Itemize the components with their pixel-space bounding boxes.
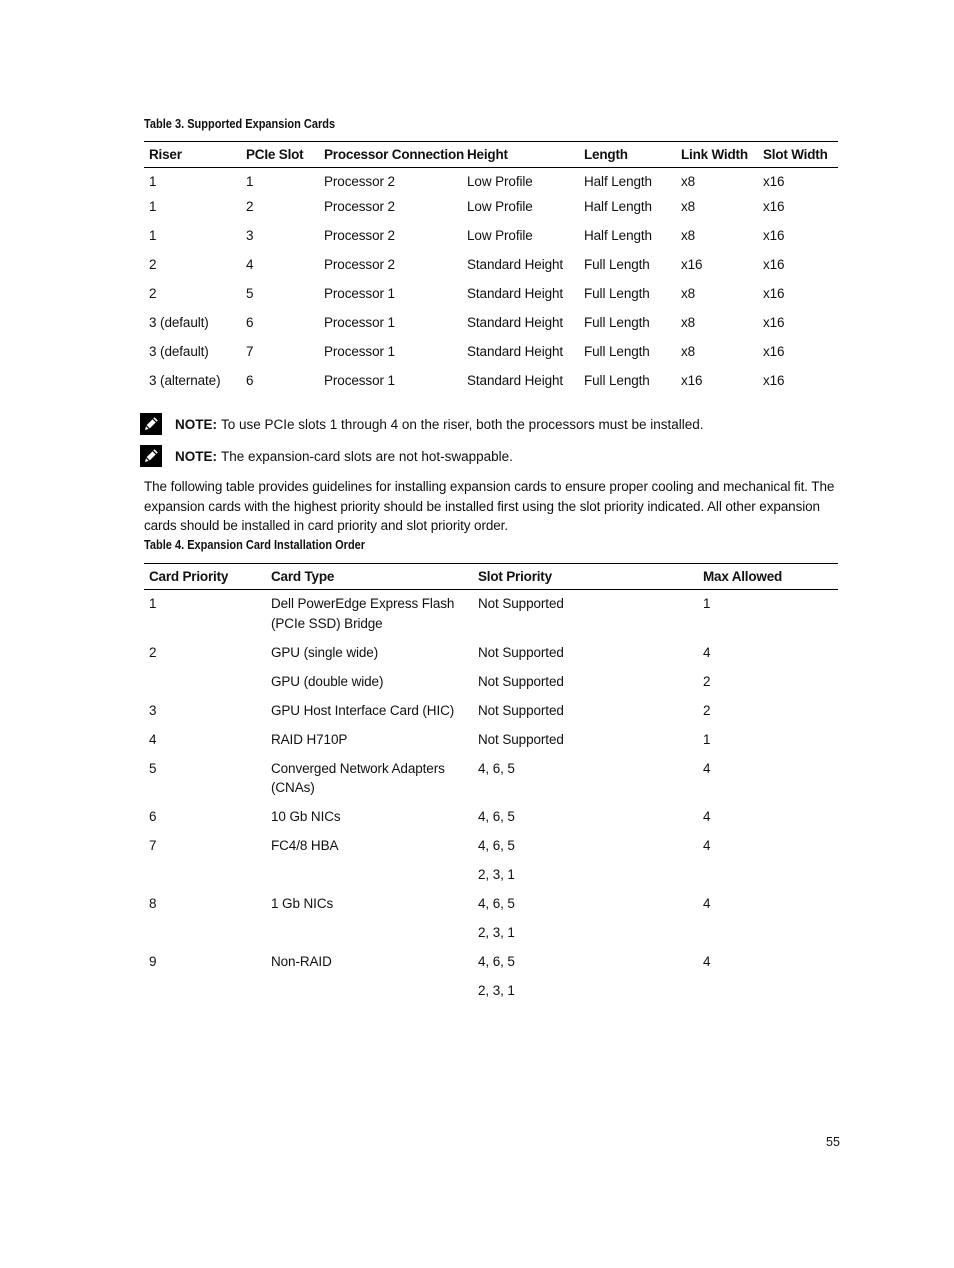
table-cell: Processor 2: [324, 257, 395, 272]
table-cell: 2, 3, 1: [478, 925, 515, 940]
table-cell: x8: [681, 228, 696, 243]
column-header: Length: [579, 142, 676, 168]
column-header: Slot Priority: [473, 564, 698, 590]
table-row: [144, 672, 838, 701]
page-number: 55: [826, 1135, 840, 1149]
table-cell: 4: [703, 838, 711, 853]
table-row: [144, 894, 838, 923]
table-cell: 4, 6, 5: [478, 954, 515, 969]
table-cell: 4: [703, 896, 711, 911]
table-cell: 4, 6, 5: [478, 896, 515, 911]
table-cell: Standard Height: [467, 315, 564, 330]
table-row: [144, 284, 838, 313]
table-cell: 4: [149, 731, 157, 747]
table-cell: 1 Gb NICs: [271, 896, 334, 911]
table-cell: Processor 1: [324, 344, 395, 359]
expansion-card-installation-order-table: [144, 563, 838, 1010]
table-cell: Processor 1: [324, 373, 395, 388]
table-cell: Not Supported: [478, 702, 564, 718]
installation-guidelines-paragraph: The following table provides guidelines for installing expansion cards to ensure proper cooling and mechanical fit. The expansion cards with the highest priority should be installed first using the slot priority indicated. All other expansion cards should be installed in card priority and slot priority order.: [144, 479, 835, 533]
table-cell: 4, 6, 5: [478, 760, 515, 776]
table-cell: 1: [149, 228, 157, 243]
table-cell: [266, 923, 473, 952]
table-cell: 10 Gb NICs: [271, 809, 341, 824]
column-header: Card Type: [266, 564, 473, 590]
table-cell: Full Length: [584, 344, 650, 359]
note-text: The expansion-card slots are not hot-swappable.: [221, 449, 513, 464]
table-cell: Standard Height: [467, 373, 564, 388]
table-row: [144, 197, 838, 226]
table-cell: Full Length: [584, 257, 650, 272]
table-cell: 3 (default): [149, 315, 209, 330]
table-cell: Not Supported: [478, 673, 564, 689]
table-cell: 6: [149, 809, 157, 824]
table-row: [144, 807, 838, 836]
table-4-caption: Table 4. Expansion Card Installation Order: [144, 538, 366, 552]
table-cell: GPU (single wide): [271, 644, 379, 660]
table-cell: 6: [246, 315, 254, 330]
table-cell: 2: [703, 702, 711, 718]
table-cell: 1: [703, 731, 711, 747]
table-cell: RAID H710P: [271, 731, 348, 747]
table-cell: 3 (alternate): [149, 373, 221, 388]
table-cell: 2, 3, 1: [478, 867, 515, 882]
table-row: [144, 701, 838, 730]
supported-expansion-cards-table: [144, 141, 838, 400]
table-cell: 4: [703, 760, 711, 776]
table-cell: 2: [703, 673, 711, 689]
table-cell: [698, 923, 838, 952]
table-header-row: [144, 142, 838, 168]
table-cell: x16: [681, 257, 703, 272]
table-cell: Converged Network Adapters (CNAs): [271, 760, 445, 795]
table-cell: 4, 6, 5: [478, 809, 515, 824]
column-header: Slot Width: [758, 142, 838, 168]
column-header: PCIe Slot: [241, 142, 319, 168]
note-pencil-icon: [140, 413, 162, 435]
table-header-row: [144, 564, 838, 590]
table-row: [144, 981, 838, 1010]
table-cell: 4: [703, 954, 711, 969]
table-cell: Low Profile: [467, 199, 533, 214]
table-cell: Full Length: [584, 315, 650, 330]
table-cell: 3: [149, 702, 157, 718]
column-header: Processor Connection: [319, 142, 462, 168]
column-header: Card Priority: [144, 564, 266, 590]
column-header: Height: [462, 142, 579, 168]
table-cell: 1: [149, 199, 157, 214]
table-cell: [144, 923, 266, 952]
column-header: Max Allowed: [698, 564, 838, 590]
table-cell: x16: [763, 373, 785, 388]
table-cell: Processor 2: [324, 199, 395, 214]
table-cell: 9: [149, 954, 157, 969]
table-cell: Full Length: [584, 373, 650, 388]
table-cell: 2: [149, 257, 157, 272]
table-cell: 1: [703, 596, 711, 611]
table-cell: Not Supported: [478, 731, 564, 747]
table-cell: 7: [149, 838, 157, 853]
table-cell: 8: [149, 896, 157, 911]
table-row: [144, 371, 838, 400]
table-row: [144, 730, 838, 759]
note-label: NOTE:: [175, 449, 217, 464]
table-cell: Processor 2: [324, 228, 395, 243]
table-cell: Low Profile: [467, 174, 533, 189]
table-cell: Processor 2: [324, 174, 395, 189]
table-cell: Full Length: [584, 286, 650, 301]
table-row: [144, 836, 838, 865]
table-cell: Standard Height: [467, 286, 564, 301]
table-cell: Non-RAID: [271, 954, 332, 969]
table-cell: x16: [681, 373, 703, 388]
table-cell: Not Supported: [478, 596, 564, 611]
table-row: [144, 923, 838, 952]
table-cell: 4: [703, 809, 711, 824]
table-cell: 1: [149, 174, 157, 189]
table-cell: x16: [763, 286, 785, 301]
note-pencil-icon: [140, 445, 162, 467]
table-row: [144, 643, 838, 672]
table-row: [144, 342, 838, 371]
table-row: [144, 590, 838, 643]
table-row: [144, 865, 838, 894]
table-cell: 2: [149, 286, 157, 301]
table-row: [144, 226, 838, 255]
table-cell: Processor 1: [324, 286, 395, 301]
table-row: [144, 168, 838, 198]
table-cell: [144, 981, 266, 1010]
table-cell: 5: [149, 760, 157, 776]
table-cell: Standard Height: [467, 257, 564, 272]
table-cell: Not Supported: [478, 644, 564, 660]
table-row: [144, 952, 838, 981]
table-cell: 7: [246, 344, 254, 359]
table-cell: [266, 865, 473, 894]
table-cell: FC4/8 HBA: [271, 838, 339, 853]
note-text: To use PCIe slots 1 through 4 on the riser, both the processors must be installed.: [221, 417, 704, 432]
table-cell: Dell PowerEdge Express Flash (PCIe SSD) Bridge: [271, 596, 455, 631]
table-cell: 6: [246, 373, 254, 388]
table-cell: x8: [681, 174, 696, 189]
table-cell: 4: [246, 257, 254, 272]
note-label: NOTE:: [175, 417, 217, 432]
table-3-caption: Table 3. Supported Expansion Cards: [144, 117, 336, 131]
table-cell: x16: [763, 344, 785, 359]
table-cell: 3: [246, 228, 254, 243]
table-cell: [144, 865, 266, 894]
table-cell: x16: [763, 257, 785, 272]
table-cell: [698, 865, 838, 894]
table-cell: 5: [246, 286, 254, 301]
table-row: [144, 255, 838, 284]
table-cell: [266, 981, 473, 1010]
table-cell: GPU (double wide): [271, 673, 384, 689]
table-cell: [144, 672, 266, 701]
table-cell: 1: [149, 596, 157, 611]
table-row: [144, 313, 838, 342]
table-cell: x16: [763, 174, 785, 189]
table-cell: x16: [763, 228, 785, 243]
table-cell: Half Length: [584, 199, 652, 214]
table-cell: 2, 3, 1: [478, 983, 515, 998]
table-cell: x8: [681, 315, 696, 330]
table-cell: 4: [703, 644, 711, 660]
column-header: Link Width: [676, 142, 758, 168]
table-cell: GPU Host Interface Card (HIC): [271, 702, 455, 718]
table-row: [144, 759, 838, 808]
table-cell: 2: [149, 644, 157, 660]
table-cell: x16: [763, 315, 785, 330]
table-cell: x16: [763, 199, 785, 214]
table-cell: Half Length: [584, 228, 652, 243]
table-cell: Processor 1: [324, 315, 395, 330]
table-cell: Standard Height: [467, 344, 564, 359]
table-cell: 3 (default): [149, 344, 209, 359]
table-cell: 1: [246, 174, 254, 189]
table-cell: x8: [681, 344, 696, 359]
table-cell: Low Profile: [467, 228, 533, 243]
column-header: Riser: [144, 142, 241, 168]
table-cell: 2: [246, 199, 254, 214]
table-cell: Half Length: [584, 174, 652, 189]
table-cell: 4, 6, 5: [478, 838, 515, 853]
table-cell: [698, 981, 838, 1010]
table-cell: x8: [681, 286, 696, 301]
table-cell: x8: [681, 199, 696, 214]
